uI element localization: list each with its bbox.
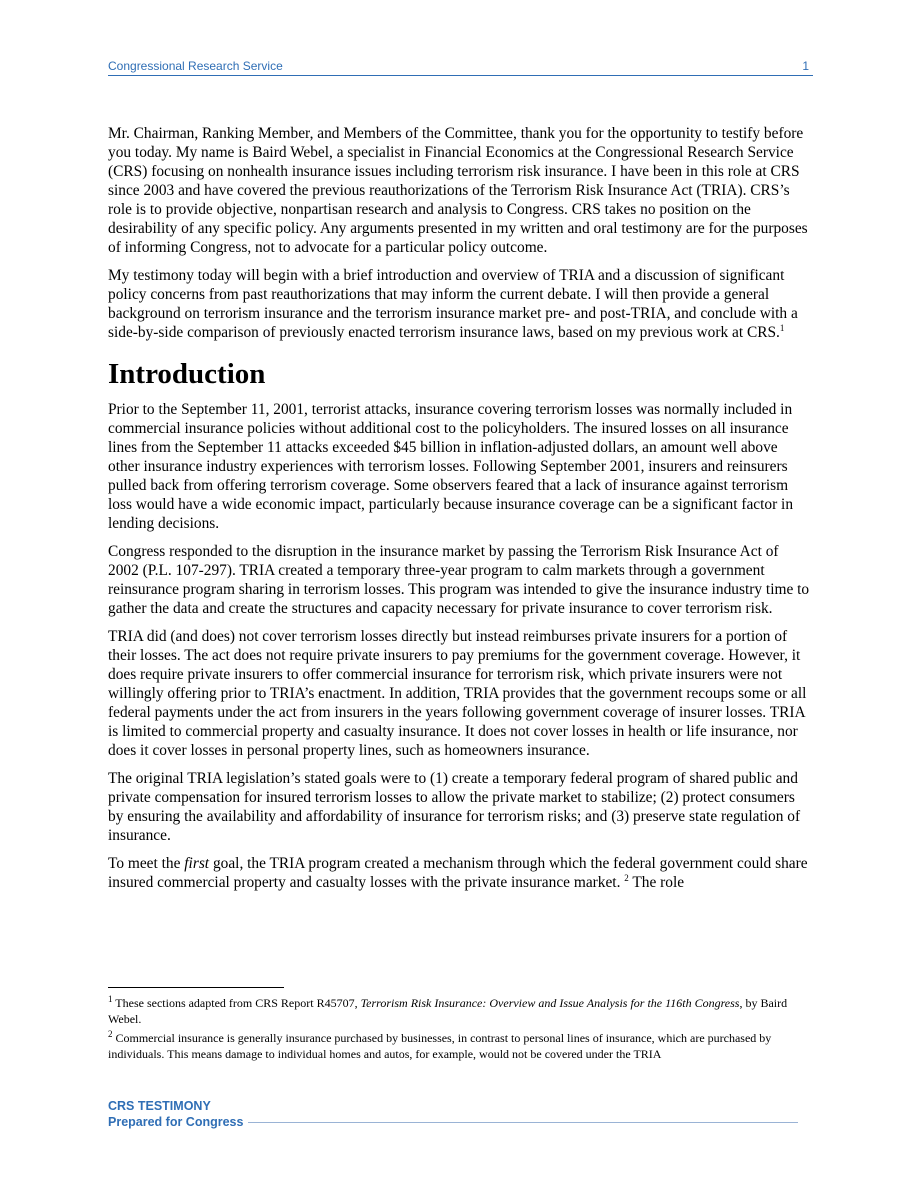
footnotes bbox=[108, 995, 813, 1065]
page-footer bbox=[108, 1098, 798, 1130]
footer-subtitle: Prepared for Congress bbox=[108, 1115, 244, 1129]
page-header bbox=[108, 59, 813, 76]
footnote-ref[interactable]: 2 bbox=[624, 872, 629, 883]
header-org: Congressional Research Service bbox=[108, 59, 283, 73]
section-heading: Introduction bbox=[108, 358, 266, 390]
paragraph: My testimony today will begin with a brief introduction and overview of TRIA and a discussion of significant policy concerns from past reauthorizations that may inform the current debate. I will then provide a general background on terrorism insurance and the terrorism insurance market pre- and post-TRIA, and conclude with a side-by-side comparison of previously enacted terrorism insurance laws, based on my previous work at CRS.$^1$ bbox=[108, 267, 798, 341]
page-number: 1 bbox=[802, 59, 809, 73]
document-body bbox=[108, 124, 813, 901]
footnote: $^1$ These sections adapted from CRS Report R45707, Terrorism Risk Insurance: Overview and Issue Analysis for the 116th Congress, by Baird Webel. bbox=[108, 994, 788, 1026]
paragraph: The original TRIA legislation’s stated goals were to (1) create a temporary federal program of shared public and private compensation for insured terrorism losses to allow the private market to stabilize; (2) protect consumers by ensuring the availability and affordability of insurance for terrorism risks; and (3) preserve state regulation of insurance. bbox=[108, 770, 801, 844]
footnote: $^2$ Commercial insurance is generally insurance purchased by businesses, in contrast to personal lines of insurance, which are purchased by individuals. This means damage to individual homes and autos, for example, would not be covered under the TRIA bbox=[108, 1029, 772, 1061]
footer-rule bbox=[248, 1122, 798, 1123]
footnote-ref[interactable]: 1 bbox=[779, 322, 785, 333]
paragraph: TRIA did (and does) not cover terrorism losses directly but instead reimburses private insurers for a portion of their losses. The act does not require private insurers to pay premiums for the government coverage. However, it does require private insurers to offer commercial insurance for terrorism risk, which private insurers were not willingly offering prior to TRIA’s enactment. In addition, TRIA provides that the government recoups some or all federal payments under the act from insurers in the years following government coverage of insurer losses. TRIA is limited to commercial property and casualty insurance. It does not cover losses in health or life insurance, nor does it cover losses in personal property lines, such as homeowners insurance. bbox=[108, 628, 807, 759]
paragraph: To meet the first goal, the TRIA program created a mechanism through which the federal government could share insured commercial property and casualty losses with the private insurance market. $^2$ The role bbox=[108, 855, 808, 891]
paragraph: Prior to the September 11, 2001, terrorist attacks, insurance covering terrorism losses was normally included in commercial insurance policies without additional cost to the policyholders. The insured losses on all insurance lines from the September 11 attacks exceeded $45 billion in inflation-adjusted dollars, an amount well above other insurance industry experiences with terrorism losses. Following September 2001, insurers and reinsurers pulled back from offering terrorism coverage. Some observers feared that a lack of insurance against terrorism loss would have a wide economic impact, particularly because insurance coverage can be a significant factor in lending decisions. bbox=[108, 401, 794, 532]
paragraph: Mr. Chairman, Ranking Member, and Members of the Committee, thank you for the opportunity to testify before you today. My name is Baird Webel, a specialist in Financial Economics at the Congressional Research Service (CRS) focusing on nonhealth insurance issues including terrorism risk insurance. I have been in this role at CRS since 2003 and have covered the previous reauthorizations of the Terrorism Risk Insurance Act (TRIA). CRS’s role is to provide objective, nonpartisan research and analysis to Congress. CRS takes no position on the desirability of any specific policy. Any arguments presented in my written and oral testimony are for the purposes of informing Congress, not to advocate for a particular policy outcome. bbox=[108, 125, 808, 256]
footer-title: CRS TESTIMONY bbox=[108, 1099, 211, 1113]
paragraph: Congress responded to the disruption in the insurance market by passing the Terrorism Risk Insurance Act of 2002 (P.L. 107-297). TRIA created a temporary three-year program to calm markets through a government reinsurance program sharing in terrorism losses. This program was intended to give the insurance industry time to gather the data and create the structures and capacity necessary for private insurance to cover terrorism risk. bbox=[108, 543, 810, 617]
footnote-separator bbox=[108, 987, 284, 988]
